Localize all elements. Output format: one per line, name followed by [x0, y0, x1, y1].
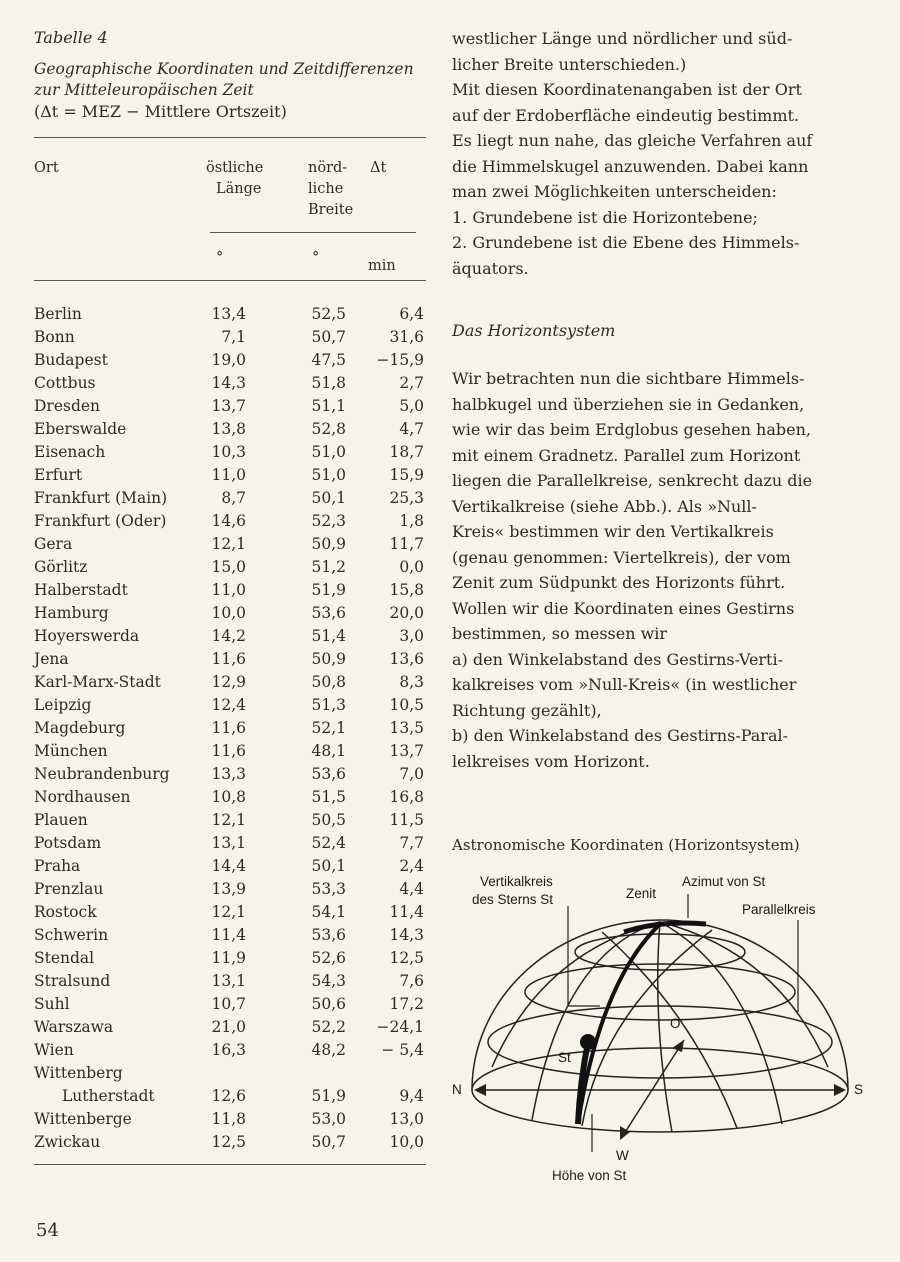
city-cell: Halberstadt: [34, 581, 128, 599]
longitude-cell: 11,0: [211, 466, 246, 484]
latitude-cell: 51,1: [311, 397, 346, 415]
longitude-cell: 14,6: [211, 512, 246, 530]
table-row: [34, 1131, 426, 1154]
latitude-cell: 50,8: [311, 673, 346, 691]
label-n: N: [452, 1082, 462, 1097]
delta-t-cell: −15,9: [376, 351, 424, 369]
table-row: [34, 947, 426, 970]
latitude-cell: 52,6: [311, 949, 346, 967]
body-line: Zenit zum Südpunkt des Horizonts führt.: [452, 573, 786, 592]
table-row: [34, 855, 426, 878]
table-row: [34, 717, 426, 740]
delta-t-cell: 15,8: [389, 581, 424, 599]
label-hoehe: Höhe von St: [552, 1168, 627, 1183]
longitude-cell: 12,4: [211, 696, 246, 714]
longitude-cell: 12,5: [211, 1133, 246, 1151]
body-line: wie wir das beim Erdglobus gesehen haben,: [452, 420, 811, 439]
latitude-cell: 48,2: [311, 1041, 346, 1059]
table-row: [34, 556, 426, 579]
intro-text: [452, 26, 852, 281]
latitude-cell: 53,6: [311, 604, 346, 622]
longitude-cell: 13,4: [211, 305, 246, 323]
table-row: [34, 372, 426, 395]
table-row: [34, 303, 426, 326]
delta-t-cell: 11,4: [389, 903, 424, 921]
intro-line: man zwei Möglichkeiten unterscheiden:: [452, 182, 777, 201]
intro-line: auf der Erdoberfläche eindeutig bestimmt.: [452, 105, 799, 125]
city-cell: Zwickau: [34, 1133, 101, 1151]
longitude-cell: 11,6: [211, 650, 246, 668]
unit-longitude: °: [216, 250, 224, 266]
longitude-cell: 11,6: [211, 719, 246, 737]
header-latitude: [308, 158, 378, 221]
latitude-cell: 54,3: [311, 972, 346, 990]
label-azimut: Azimut von St: [682, 874, 766, 889]
header-longitude: [206, 158, 296, 200]
longitude-cell: 7,1: [221, 328, 246, 346]
header-latitude-line2: liche: [308, 181, 344, 197]
city-cell: Prenzlau: [34, 880, 104, 898]
table-row: [34, 970, 426, 993]
delta-t-cell: 1,8: [399, 512, 424, 530]
longitude-cell: 12,9: [211, 673, 246, 691]
city-cell: Jena: [34, 650, 69, 668]
table-label: Tabelle 4: [34, 28, 108, 47]
intro-line: die Himmelskugel anzuwenden. Dabei kann: [452, 156, 809, 176]
table-row: [34, 740, 426, 763]
header-latitude-line1: nörd-: [308, 160, 348, 176]
intro-line: 2. Grundebene ist die Ebene des Himmels-: [452, 233, 800, 252]
delta-t-cell: 7,7: [399, 834, 424, 852]
page-number: 54: [36, 1220, 59, 1241]
city-cell: Neubrandenburg: [34, 765, 170, 783]
delta-t-cell: 6,4: [399, 305, 424, 323]
header-delta-t: Δt: [370, 160, 387, 176]
table-row: [34, 671, 426, 694]
table-column: [34, 28, 426, 1165]
longitude-cell: 14,2: [211, 627, 246, 645]
city-cell: Berlin: [34, 305, 82, 323]
city-cell: Görlitz: [34, 558, 88, 576]
longitude-cell: 13,1: [211, 834, 246, 852]
city-cell: Praha: [34, 857, 81, 875]
table-row: [34, 487, 426, 510]
latitude-cell: 50,6: [311, 995, 346, 1013]
delta-t-cell: − 5,4: [381, 1041, 424, 1059]
body-line: mit einem Gradnetz. Parallel zum Horizont: [452, 445, 801, 465]
table-caption-line1: Geographische Koordinaten und Zeitdifferenzen: [34, 60, 414, 78]
latitude-cell: 54,1: [311, 903, 346, 921]
longitude-cell: 19,0: [211, 351, 246, 369]
delta-t-cell: 3,0: [399, 627, 424, 645]
east-west-axis: [622, 1040, 684, 1137]
delta-t-cell: 9,4: [399, 1087, 424, 1105]
longitude-cell: 8,7: [221, 489, 246, 507]
table-row: [34, 878, 426, 901]
table-row: [34, 349, 426, 372]
city-cell: Warszawa: [34, 1018, 114, 1036]
table-row: [34, 648, 426, 671]
body-line: bestimmen, so messen wir: [452, 624, 668, 643]
table-bottom-rule: [34, 1164, 426, 1165]
table-row: [34, 832, 426, 855]
intro-line: licher Breite unterschieden.): [452, 54, 687, 74]
latitude-cell: 50,7: [311, 328, 346, 346]
city-cell: Hoyerswerda: [34, 627, 140, 645]
longitude-cell: 14,3: [211, 374, 246, 392]
table-row: [34, 1085, 426, 1108]
delta-t-cell: 11,7: [389, 535, 424, 553]
header-longitude-line1: östliche: [206, 160, 264, 176]
label-parallelkreis: Parallelkreis: [742, 902, 816, 917]
star-point: [580, 1034, 596, 1050]
latitude-cell: 52,4: [311, 834, 346, 852]
delta-t-cell: 14,3: [389, 926, 424, 944]
longitude-cell: 11,9: [211, 949, 246, 967]
delta-t-cell: 0,0: [399, 558, 424, 576]
city-cell: Frankfurt (Main): [34, 489, 168, 507]
city-cell: Lutherstadt: [62, 1087, 155, 1105]
horizon-system-figure: [452, 862, 872, 1192]
label-o: O: [670, 1016, 681, 1031]
longitude-cell: 13,8: [211, 420, 246, 438]
delta-t-cell: 4,7: [399, 420, 424, 438]
table-row: [34, 326, 426, 349]
longitude-cell: 11,8: [211, 1110, 246, 1128]
body-line: a) den Winkelabstand des Gestirns-Verti-: [452, 649, 784, 669]
longitude-cell: 11,0: [211, 581, 246, 599]
unit-rule: [210, 232, 416, 233]
longitude-cell: 10,7: [211, 995, 246, 1013]
label-st: St: [558, 1050, 571, 1065]
table-row: [34, 441, 426, 464]
header-longitude-line2: Länge: [216, 181, 262, 197]
intro-line: 1. Grundebene ist die Horizontebene;: [452, 207, 758, 227]
body-line: Wollen wir die Koordinaten eines Gestirns: [452, 598, 795, 618]
table-row: [34, 901, 426, 924]
city-cell: Karl-Marx-Stadt: [34, 673, 161, 691]
longitude-cell: 21,0: [211, 1018, 246, 1036]
table-row: [34, 1062, 426, 1085]
table-row: [34, 1108, 426, 1131]
city-cell: Schwerin: [34, 926, 109, 944]
city-cell: Plauen: [34, 811, 88, 829]
city-cell: Eberswalde: [34, 420, 127, 438]
city-cell: München: [34, 742, 108, 760]
label-w: W: [616, 1148, 629, 1163]
body-line: b) den Winkelabstand des Gestirns-Paral-: [452, 726, 789, 745]
text-column: [452, 26, 852, 854]
city-cell: Erfurt: [34, 466, 83, 484]
body-line: Richtung gezählt),: [452, 700, 602, 720]
latitude-cell: 52,8: [311, 420, 346, 438]
latitude-cell: 52,1: [311, 719, 346, 737]
city-cell: Stendal: [34, 949, 95, 967]
longitude-cell: 12,1: [211, 903, 246, 921]
delta-t-cell: 7,6: [399, 972, 424, 990]
longitude-cell: 15,0: [211, 558, 246, 576]
latitude-cell: 51,9: [311, 1087, 346, 1105]
body-line: lelkreises vom Horizont.: [452, 751, 650, 771]
table-header: [34, 138, 426, 280]
delta-t-cell: 20,0: [389, 604, 424, 622]
longitude-cell: 10,8: [211, 788, 246, 806]
longitude-cell: 10,3: [211, 443, 246, 461]
table-row: [34, 694, 426, 717]
latitude-cell: 51,8: [311, 374, 346, 392]
delta-t-cell: 8,3: [399, 673, 424, 691]
latitude-cell: 50,9: [311, 535, 346, 553]
city-cell: Nordhausen: [34, 788, 131, 806]
table-row: [34, 809, 426, 832]
body-line: kalkreises vom »Null-Kreis« (in westlicher: [452, 675, 797, 694]
table-row: [34, 763, 426, 786]
latitude-cell: 53,3: [311, 880, 346, 898]
longitude-cell: 11,6: [211, 742, 246, 760]
delta-t-cell: 31,6: [389, 328, 424, 346]
longitude-cell: 13,3: [211, 765, 246, 783]
latitude-cell: 48,1: [311, 742, 346, 760]
table-row: [34, 625, 426, 648]
longitude-cell: 13,9: [211, 880, 246, 898]
latitude-cell: 50,1: [311, 489, 346, 507]
delta-t-cell: 11,5: [389, 811, 424, 829]
latitude-cell: 51,0: [311, 443, 346, 461]
label-vertikalkreis-1: Vertikalkreis: [480, 874, 553, 889]
city-cell: Magdeburg: [34, 719, 126, 737]
delta-t-cell: 7,0: [399, 765, 424, 783]
table-row: [34, 579, 426, 602]
table-row: [34, 510, 426, 533]
body-line: Wir betrachten nun die sichtbare Himmels-: [452, 369, 805, 388]
latitude-cell: 52,2: [311, 1018, 346, 1036]
latitude-cell: 53,0: [311, 1110, 346, 1128]
city-cell: Stralsund: [34, 972, 111, 990]
delta-t-cell: −24,1: [376, 1018, 424, 1036]
delta-t-cell: 10,0: [389, 1133, 424, 1151]
label-vertikalkreis-2: des Sterns St: [472, 892, 554, 907]
table-row: [34, 1039, 426, 1062]
delta-t-cell: 25,3: [389, 489, 424, 507]
table-row: [34, 993, 426, 1016]
delta-t-cell: 15,9: [389, 466, 424, 484]
delta-t-cell: 2,4: [399, 857, 424, 875]
latitude-cell: 51,5: [311, 788, 346, 806]
body-line: halbkugel und überziehen sie in Gedanken,: [452, 394, 805, 414]
table-row: [34, 533, 426, 556]
latitude-cell: 53,6: [311, 765, 346, 783]
city-cell: Rostock: [34, 903, 97, 921]
table-row: [34, 1016, 426, 1039]
longitude-cell: 14,4: [211, 857, 246, 875]
intro-line: Es liegt nun nahe, das gleiche Verfahren auf: [452, 131, 813, 150]
intro-line: westlicher Länge und nördlicher und süd-: [452, 29, 793, 48]
city-cell: Cottbus: [34, 374, 96, 392]
intro-line: äquators.: [452, 258, 529, 278]
longitude-cell: 10,0: [211, 604, 246, 622]
city-cell: Potsdam: [34, 834, 102, 852]
table-row: [34, 786, 426, 809]
table-row: [34, 602, 426, 625]
city-cell: Wittenberge: [34, 1110, 132, 1128]
latitude-cell: 51,3: [311, 696, 346, 714]
city-cell: Frankfurt (Oder): [34, 512, 167, 530]
body-line: Vertikalkreise (siehe Abb.). Als »Null-: [452, 496, 757, 516]
city-cell: Gera: [34, 535, 73, 553]
delta-t-cell: 16,8: [389, 788, 424, 806]
table-row: [34, 395, 426, 418]
delta-t-cell: 13,7: [389, 742, 424, 760]
city-cell: Wittenberg: [34, 1064, 123, 1082]
latitude-cell: 51,4: [311, 627, 346, 645]
body-text: [452, 366, 852, 774]
delta-t-cell: 17,2: [389, 995, 424, 1013]
longitude-cell: 12,6: [211, 1087, 246, 1105]
delta-t-cell: 12,5: [389, 949, 424, 967]
unit-delta-t: min: [368, 258, 396, 274]
vertikal-leader: [568, 906, 600, 1006]
longitude-cell: 13,1: [211, 972, 246, 990]
city-cell: Bonn: [34, 328, 75, 346]
unit-latitude: °: [312, 250, 320, 266]
latitude-cell: 52,5: [311, 305, 346, 323]
longitude-cell: 11,4: [211, 926, 246, 944]
hemisphere-diagram: [452, 862, 872, 1192]
latitude-cell: 53,6: [311, 926, 346, 944]
table-body: [34, 281, 426, 1154]
latitude-cell: 47,5: [311, 351, 346, 369]
city-cell: Hamburg: [34, 604, 109, 622]
latitude-cell: 50,7: [311, 1133, 346, 1151]
header-latitude-line3: Breite: [308, 202, 354, 218]
latitude-cell: 52,3: [311, 512, 346, 530]
delta-t-cell: 5,0: [399, 397, 424, 415]
header-ort: Ort: [34, 160, 59, 176]
body-line: (genau genommen: Viertelkreis), der vom: [452, 547, 791, 567]
body-line: Kreis« bestimmen wir den Vertikalkreis: [452, 522, 774, 541]
longitude-cell: 12,1: [211, 811, 246, 829]
azimuth-arc: [624, 923, 706, 932]
delta-t-cell: 13,6: [389, 650, 424, 668]
table-row: [34, 464, 426, 487]
delta-t-cell: 13,5: [389, 719, 424, 737]
body-line: liegen die Parallelkreise, senkrecht dazu die: [452, 471, 813, 490]
label-zenit: Zenit: [626, 886, 657, 901]
delta-t-cell: 10,5: [389, 696, 424, 714]
city-cell: Suhl: [34, 995, 70, 1013]
delta-t-cell: 18,7: [389, 443, 424, 461]
latitude-cell: 51,2: [311, 558, 346, 576]
city-cell: Wien: [34, 1041, 74, 1059]
city-cell: Budapest: [34, 351, 108, 369]
latitude-cell: 50,1: [311, 857, 346, 875]
table-caption-line2: zur Mitteleuropäischen Zeit: [34, 81, 254, 99]
longitude-cell: 12,1: [211, 535, 246, 553]
longitude-cell: 13,7: [211, 397, 246, 415]
figure-caption: Astronomische Koordinaten (Horizontsystem): [452, 836, 800, 854]
city-cell: Dresden: [34, 397, 101, 415]
table-row: [34, 418, 426, 441]
city-cell: Eisenach: [34, 443, 106, 461]
delta-t-cell: 13,0: [389, 1110, 424, 1128]
latitude-cell: 51,0: [311, 466, 346, 484]
intro-line: Mit diesen Koordinatenangaben ist der Ort: [452, 80, 802, 99]
section-title: Das Horizontsystem: [452, 321, 616, 340]
table-formula: (Δt = MEZ − Mittlere Ortszeit): [34, 102, 287, 121]
table-row: [34, 924, 426, 947]
delta-t-cell: 2,7: [399, 374, 424, 392]
latitude-cell: 51,9: [311, 581, 346, 599]
label-s: S: [854, 1082, 864, 1097]
delta-t-cell: 4,4: [399, 880, 424, 898]
longitude-cell: 16,3: [211, 1041, 246, 1059]
city-cell: Leipzig: [34, 696, 92, 714]
latitude-cell: 50,5: [311, 811, 346, 829]
latitude-cell: 50,9: [311, 650, 346, 668]
